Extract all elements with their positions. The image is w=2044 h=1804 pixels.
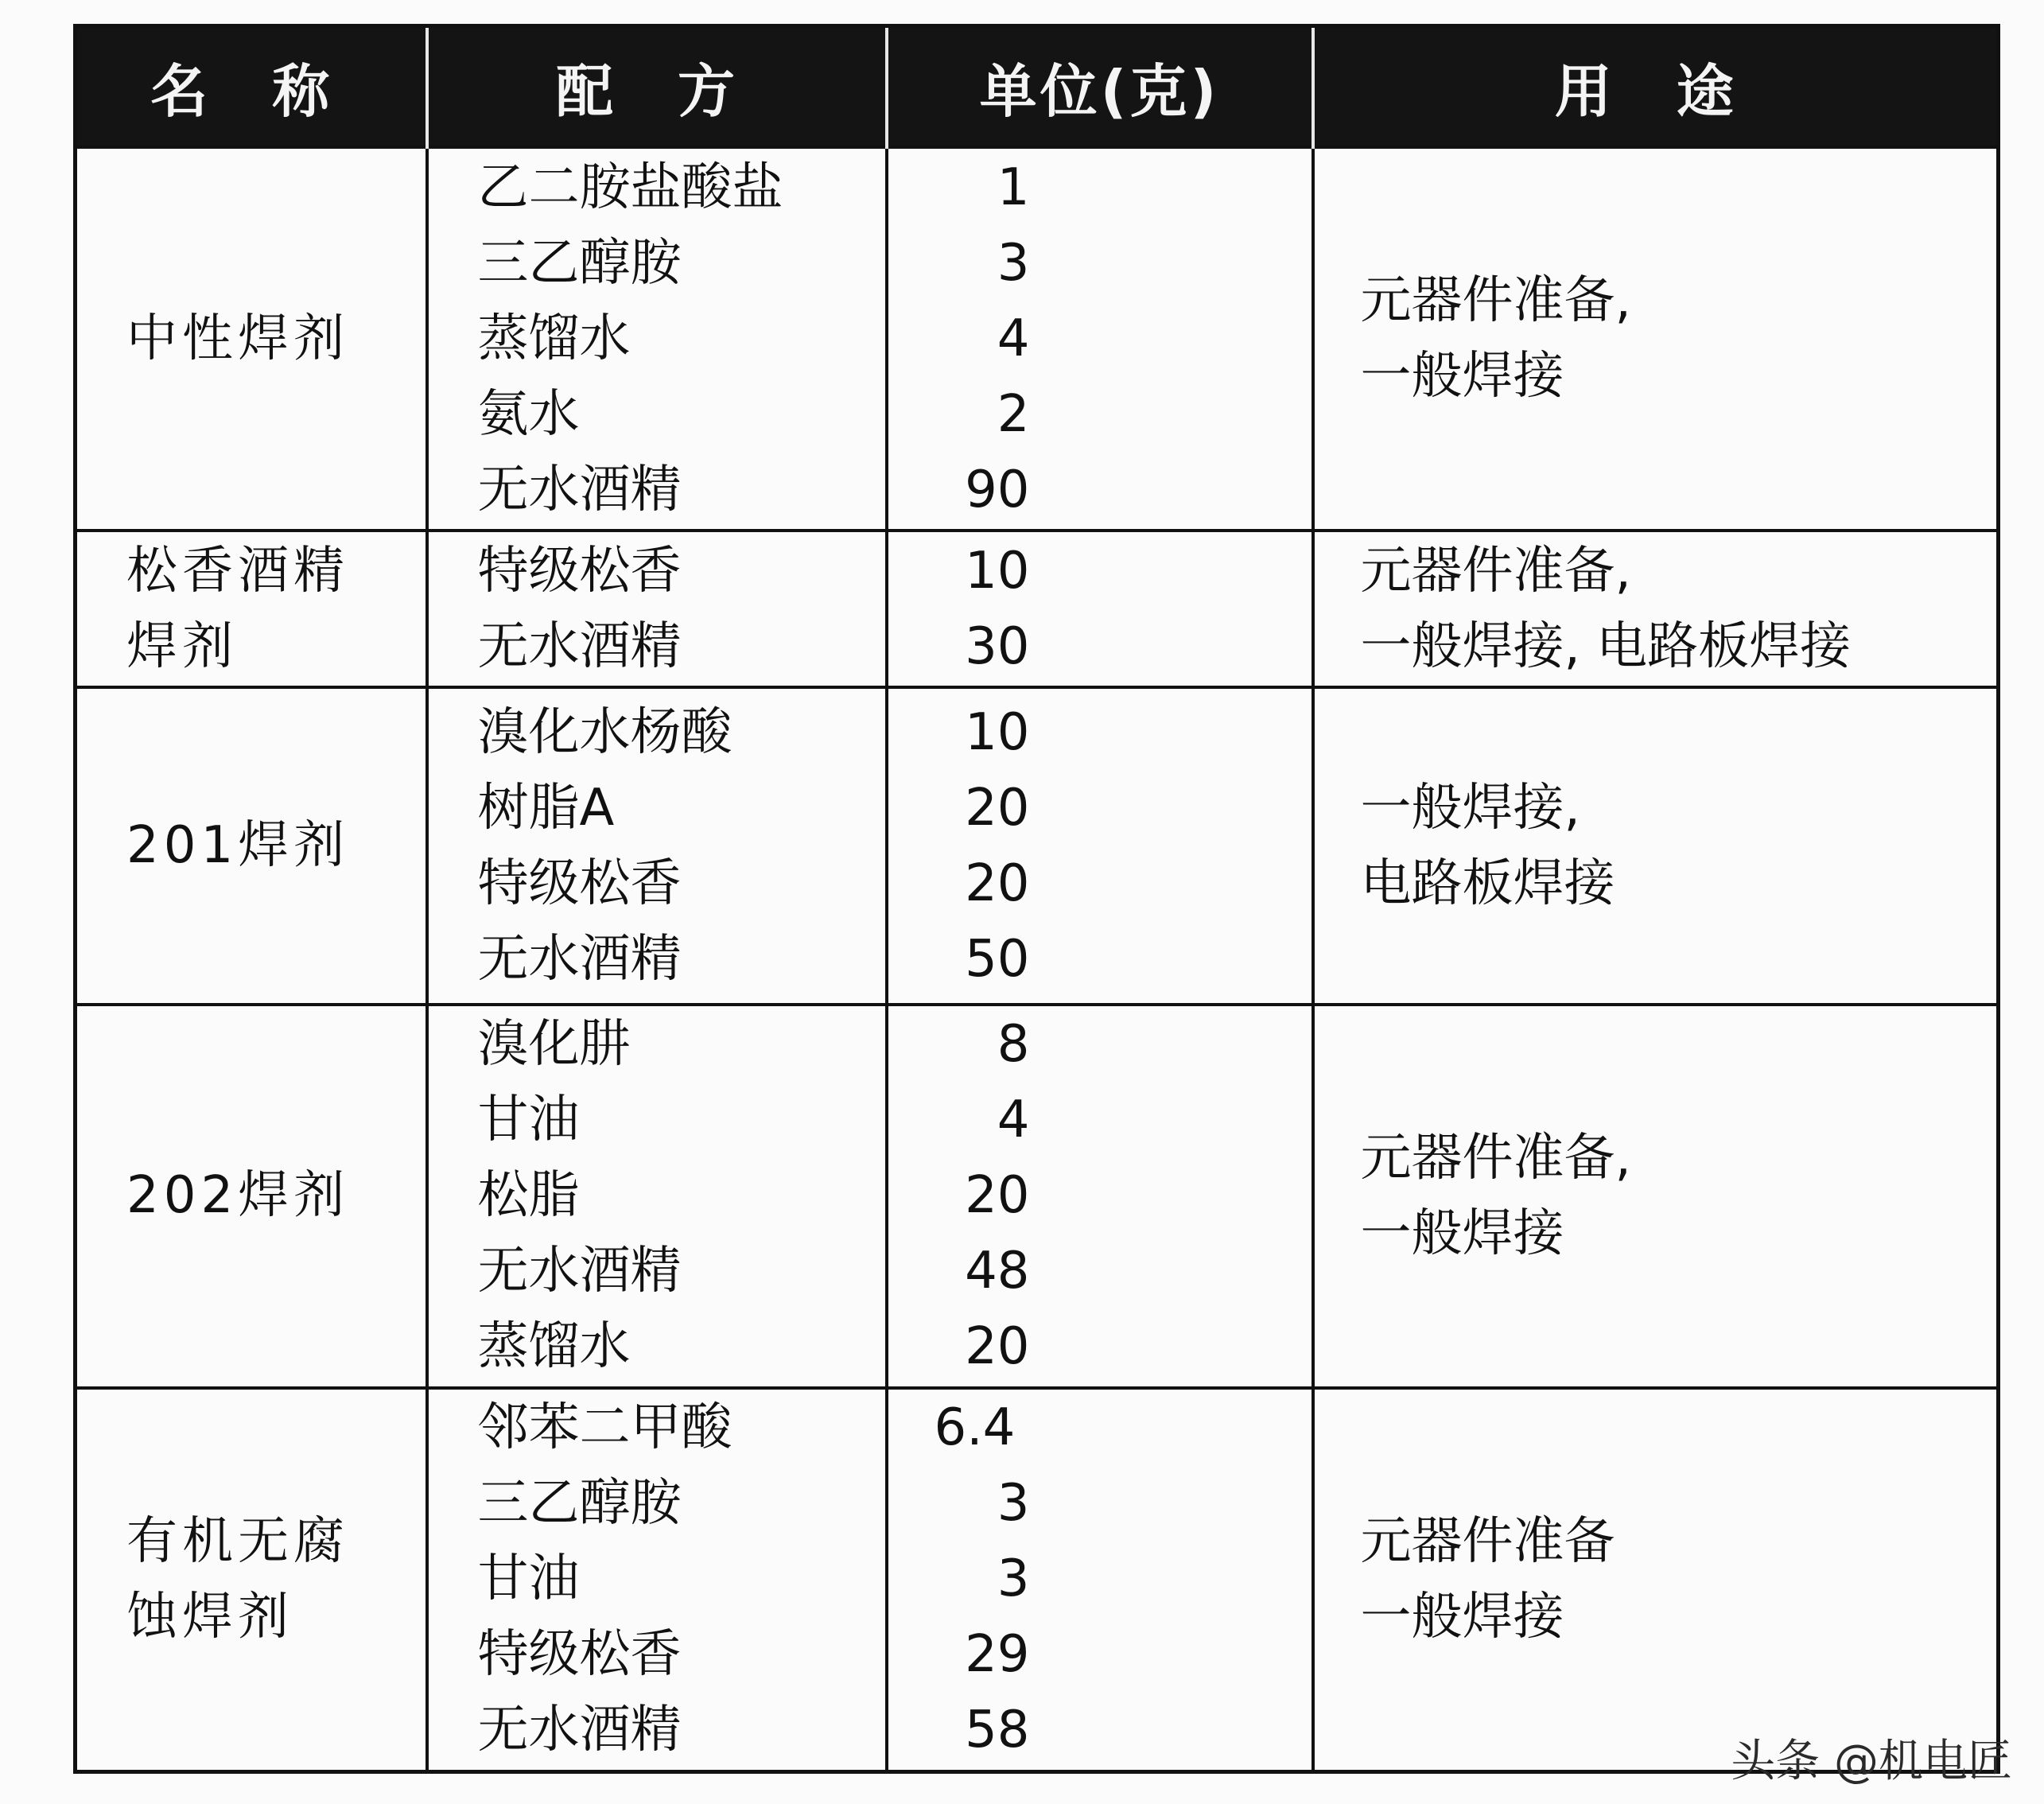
amount-cell [887, 1005, 1313, 1388]
use-text: 一般焊接, 电路板焊接 [1360, 616, 1852, 676]
ingredient: 无水酒精 [477, 460, 682, 519]
formula-cell [427, 1005, 887, 1388]
use-cell [1313, 687, 1999, 1005]
use-cell [1313, 1005, 1999, 1388]
amount: 8 [997, 1015, 1030, 1075]
amount: 29 [965, 1625, 1030, 1685]
amount: 20 [965, 853, 1030, 913]
flux-name: 焊剂 [126, 616, 238, 676]
ingredient: 三乙醇胺 [477, 1474, 682, 1534]
ingredient: 邻苯二甲酸 [477, 1398, 732, 1458]
ingredient: 蒸馏水 [477, 309, 631, 368]
use-text: 电路板焊接 [1360, 853, 1615, 913]
amount: 48 [965, 1242, 1030, 1301]
ingredient: 无水酒精 [477, 1701, 682, 1760]
flux-formula-table [73, 24, 2000, 1774]
use-text: 一般焊接 [1360, 347, 1564, 406]
amount: 58 [965, 1701, 1030, 1760]
use-text: 元器件准备, [1360, 1128, 1631, 1188]
use-text: 元器件准备, [1360, 271, 1631, 331]
amount-cell [887, 147, 1313, 531]
flux-name-cell [76, 1388, 427, 1772]
ingredient: 特级松香 [477, 853, 682, 913]
use-cell [1313, 531, 1999, 687]
ingredient: 三乙醇胺 [477, 233, 682, 293]
amount: 1 [997, 157, 1030, 217]
amount: 50 [965, 929, 1030, 989]
table-row [76, 687, 1999, 1005]
header-row [76, 26, 1999, 148]
flux-name-cell [76, 1005, 427, 1388]
flux-name: 松香酒精 [126, 541, 349, 601]
amount-cell [887, 1388, 1313, 1772]
ingredient: 树脂A [477, 778, 615, 838]
ingredient: 氨水 [477, 384, 580, 444]
ingredient: 松脂 [477, 1166, 580, 1226]
formula-cell [427, 147, 887, 531]
header-unit: 单位(克) [887, 26, 1313, 148]
table-row [76, 1388, 1999, 1772]
amount: 4 [997, 309, 1030, 368]
ingredient: 无水酒精 [477, 616, 682, 676]
table-row [76, 1005, 1999, 1388]
ingredient: 溴化肼 [477, 1015, 631, 1075]
header-name: 名 称 [76, 26, 427, 148]
header-use: 用 途 [1313, 26, 1999, 148]
amount: 10 [965, 541, 1030, 601]
amount: 3 [997, 233, 1030, 293]
ingredient: 蒸馏水 [477, 1317, 631, 1377]
formula-cell [427, 687, 887, 1005]
watermark: 头条 @机电匠 [1731, 1736, 2012, 1787]
table-row [76, 147, 1999, 531]
use-text: 元器件准备 [1360, 1511, 1615, 1571]
header-formula: 配 方 [427, 26, 887, 148]
ingredient: 无水酒精 [477, 1242, 682, 1301]
use-text: 元器件准备, [1360, 541, 1631, 601]
flux-name: 中性焊剂 [126, 309, 349, 368]
ingredient: 乙二胺盐酸盐 [477, 157, 783, 217]
ingredient: 甘油 [477, 1549, 580, 1609]
amount: 20 [965, 1317, 1030, 1377]
formula-cell [427, 531, 887, 687]
amount: 20 [965, 1166, 1030, 1226]
ingredient: 无水酒精 [477, 929, 682, 989]
amount-cell [887, 531, 1313, 687]
ingredient: 特级松香 [477, 541, 682, 601]
table-row [76, 531, 1999, 687]
use-text: 一般焊接 [1360, 1203, 1564, 1263]
amount: 2 [997, 384, 1030, 444]
flux-name: 201焊剂 [126, 816, 350, 876]
use-text: 一般焊接 [1360, 1587, 1564, 1647]
flux-name-cell [76, 531, 427, 687]
amount: 90 [965, 460, 1030, 519]
amount: 3 [997, 1549, 1030, 1609]
ingredient: 甘油 [477, 1091, 580, 1150]
amount: 6.4 [934, 1398, 1016, 1458]
ingredient: 溴化水杨酸 [477, 702, 732, 762]
flux-name-cell [76, 147, 427, 531]
use-text: 一般焊接, [1360, 778, 1580, 838]
amount: 10 [965, 702, 1030, 762]
amount: 30 [965, 616, 1030, 676]
amount: 3 [997, 1474, 1030, 1534]
use-cell [1313, 147, 1999, 531]
flux-name: 有机无腐 [126, 1511, 349, 1571]
amount-cell [887, 687, 1313, 1005]
flux-name: 202焊剂 [126, 1166, 350, 1226]
amount: 20 [965, 778, 1030, 838]
ingredient: 特级松香 [477, 1625, 682, 1685]
amount: 4 [997, 1091, 1030, 1150]
flux-name: 蚀焊剂 [126, 1587, 293, 1647]
flux-name-cell [76, 687, 427, 1005]
use-cell [1313, 1388, 1999, 1772]
formula-cell [427, 1388, 887, 1772]
